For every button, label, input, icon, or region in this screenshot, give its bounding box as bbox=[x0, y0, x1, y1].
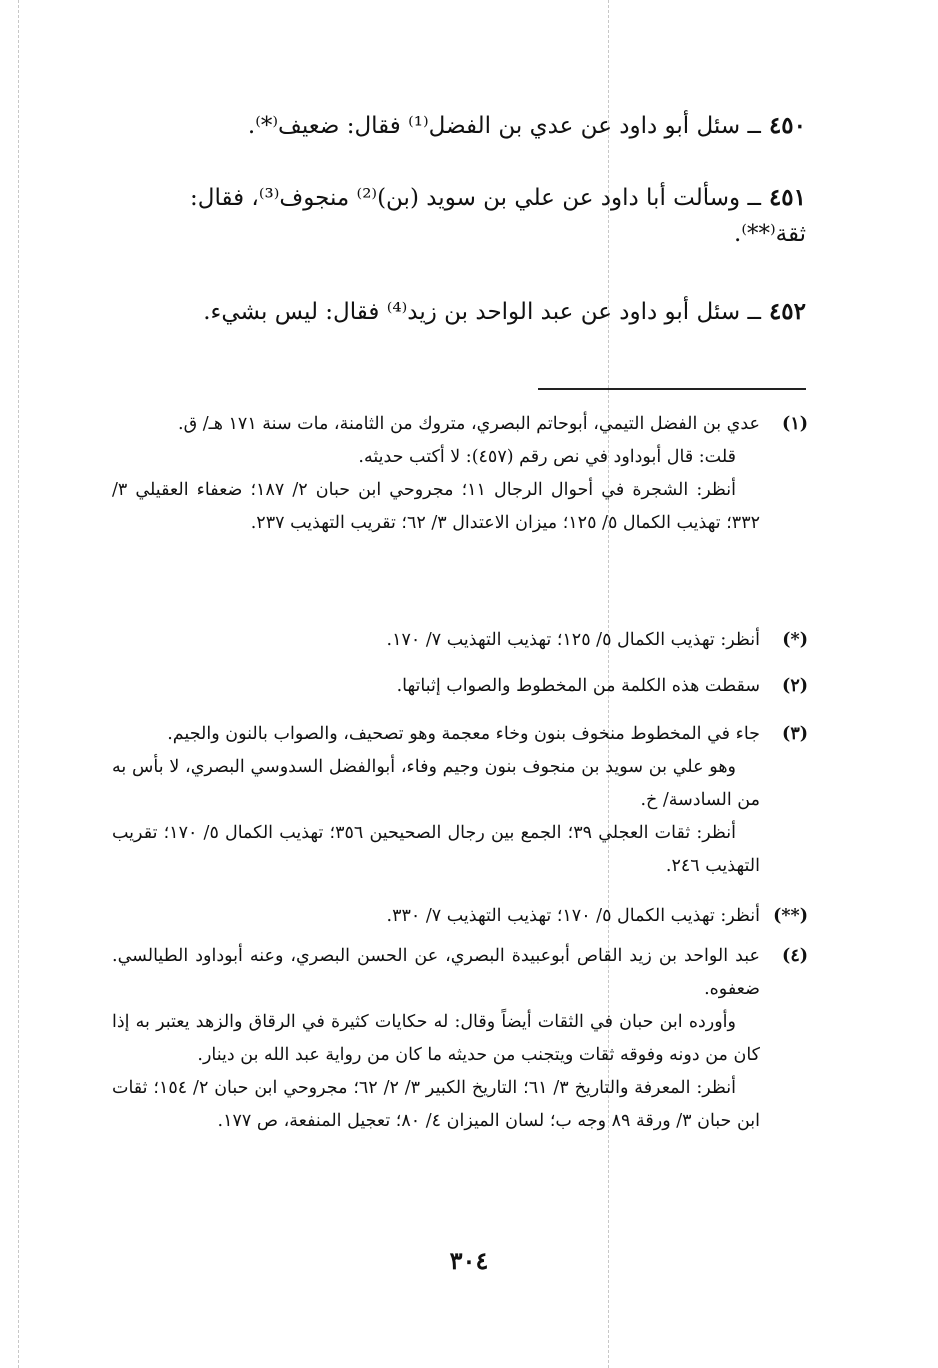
footnote-line: سقطت هذه الكلمة من المخطوط والصواب إثباتها. bbox=[396, 676, 760, 696]
footnote-separator bbox=[538, 388, 806, 390]
page-number: ٣٠٤ bbox=[449, 1246, 489, 1275]
footnote-number: (٢) bbox=[782, 676, 808, 696]
footnote-1 bbox=[112, 408, 808, 540]
entry-451 bbox=[116, 180, 806, 252]
entry-text: ــ وسألت أبا داود عن علي بن سويد (بن)⁽²⁾ منجوف⁽³⁾، فقال: ثقة⁽**⁾. bbox=[190, 185, 806, 247]
footnote-line: وأورده ابن حبان في الثقات أيضاً وقال: له حكايات كثيرة في الرقاق والزهد يعتبر به إذا كان من دونه وفوقه ثقات ويتجنب من حديثه ما كان من رواية عبد الله بن دينار. bbox=[112, 1012, 760, 1065]
entry-number: ٤٥٢ bbox=[768, 298, 806, 325]
entry-450 bbox=[116, 108, 806, 144]
footnote-line: أنظر: تهذيب الكمال ٥/ ١٢٥؛ تهذيب التهذيب ٧/ ١٧٠. bbox=[386, 630, 760, 650]
footnote-number: (٣) bbox=[782, 724, 808, 744]
footnote-line: أنظر: الشجرة في أحوال الرجال ١١؛ مجروحي ابن حبان ٢/ ١٨٧؛ ضعفاء العقيلي ٣/ ٣٣٢؛ تهذيب الكمال ٥/ ١٢٥؛ ميزان الاعتدال ٣/ ٦٢؛ تقريب التهذيب ٢٣٧. bbox=[112, 480, 760, 533]
entry-number: ٤٥٠ bbox=[768, 112, 806, 139]
footnote-4 bbox=[112, 940, 808, 1138]
footnote-number: (**) bbox=[773, 906, 808, 926]
footnote-line: قلت: قال أبوداود في نص رقم (٤٥٧): لا أكتب حديثه. bbox=[358, 447, 736, 467]
footnote-line: عبد الواحد بن زيد القاص أبوعبيدة البصري، عن الحسن البصري، وعنه أبوداود الطيالسي. ضعفوه. bbox=[112, 946, 760, 999]
footnote-line: أنظر: المعرفة والتاريخ ٣/ ٦١؛ التاريخ الكبير ٣/ ٢/ ٦٢؛ مجروحي ابن حبان ٢/ ١٥٤؛ ثقات ابن حبان ٣/ ورقة ٨٩ وجه ب؛ لسان الميزان ٤/ ٨٠؛ تعجيل المنفعة، ص ١٧٧. bbox=[112, 1078, 760, 1131]
footnote-line: أنظر: تهذيب الكمال ٥/ ١٧٠؛ تهذيب التهذيب ٧/ ٣٣٠. bbox=[386, 906, 760, 926]
entry-number: ٤٥١ bbox=[768, 184, 806, 211]
scan-binding-line bbox=[18, 0, 19, 1368]
footnote-number: (*) bbox=[782, 630, 808, 650]
footnote-line: جاء في المخطوط منخوف بنون وخاء معجمة وهو تصحيف، والصواب بالنون والجيم. bbox=[167, 724, 760, 744]
footnote-line: عدي بن الفضل التيمي، أبوحاتم البصري، متروك من الثامنة، مات سنة ١٧١ هـ/ ق. bbox=[178, 414, 760, 434]
footnote-number: (١) bbox=[782, 414, 808, 434]
entry-text: ــ سئل أبو داود عن عبد الواحد بن زيد⁽⁴⁾ فقال: ليس بشيء. bbox=[203, 299, 761, 325]
footnote-double-star bbox=[112, 900, 808, 933]
footnote-3 bbox=[112, 718, 808, 883]
footnote-line: وهو علي بن سويد بن منجوف بنون وجيم وفاء، أبوالفضل السدوسي البصري، لا بأس به من السادسة/ خ. bbox=[112, 757, 760, 810]
footnote-2 bbox=[112, 670, 808, 703]
footnote-line: أنظر: ثقات العجلي ٣٩؛ الجمع بين رجال الصحيحين ٣٥٦؛ تهذيب الكمال ٥/ ١٧٠؛ تقريب التهذيب ٢٤٦. bbox=[112, 823, 760, 876]
entry-text: ــ سئل أبو داود عن عدي بن الفضل⁽¹⁾ فقال: ضعيف⁽*⁾. bbox=[247, 113, 761, 139]
footnote-number: (٤) bbox=[782, 946, 808, 966]
footnote-star bbox=[112, 624, 808, 657]
entry-452 bbox=[116, 294, 806, 330]
